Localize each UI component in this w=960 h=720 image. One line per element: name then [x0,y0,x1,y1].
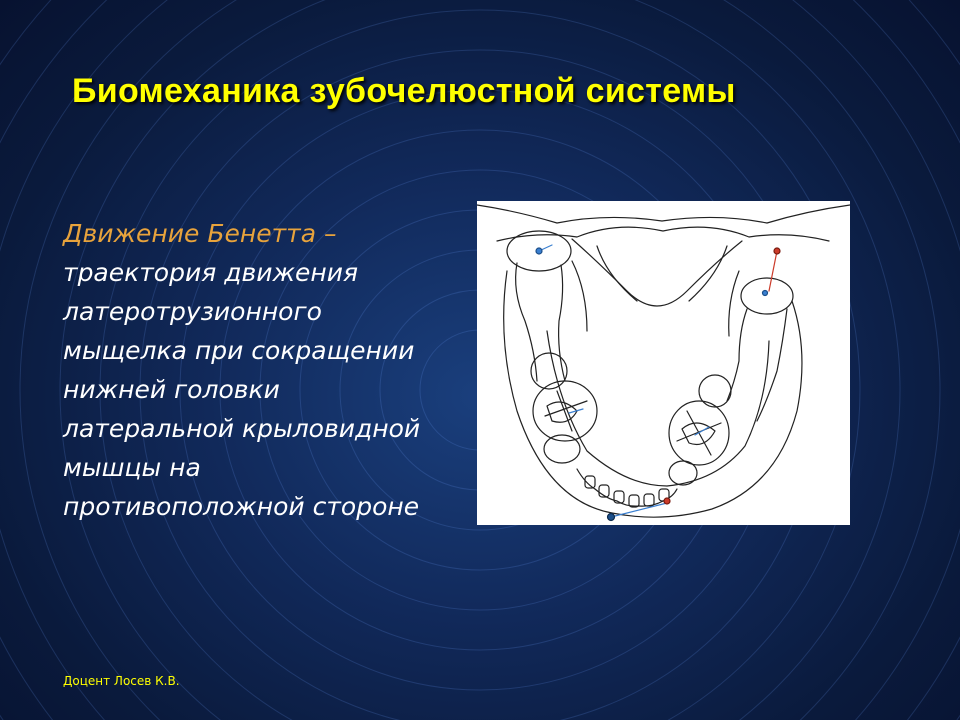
term-dash: – [316,219,337,248]
body-paragraph [63,214,443,526]
mandible-diagram-icon [477,201,850,525]
term-definition: траектория движения латеротрузионного мыщелка при сокращении нижней головки латеральной крыловидной мышцы на противоположной стороне [63,258,421,521]
slide-title: Биомеханика зубочелюстной системы [72,72,736,110]
author-footer: Доцент Лосев К.В. [63,674,180,688]
mandible-figure [477,201,850,525]
term-benett-movement: Движение Бенетта [63,219,317,248]
